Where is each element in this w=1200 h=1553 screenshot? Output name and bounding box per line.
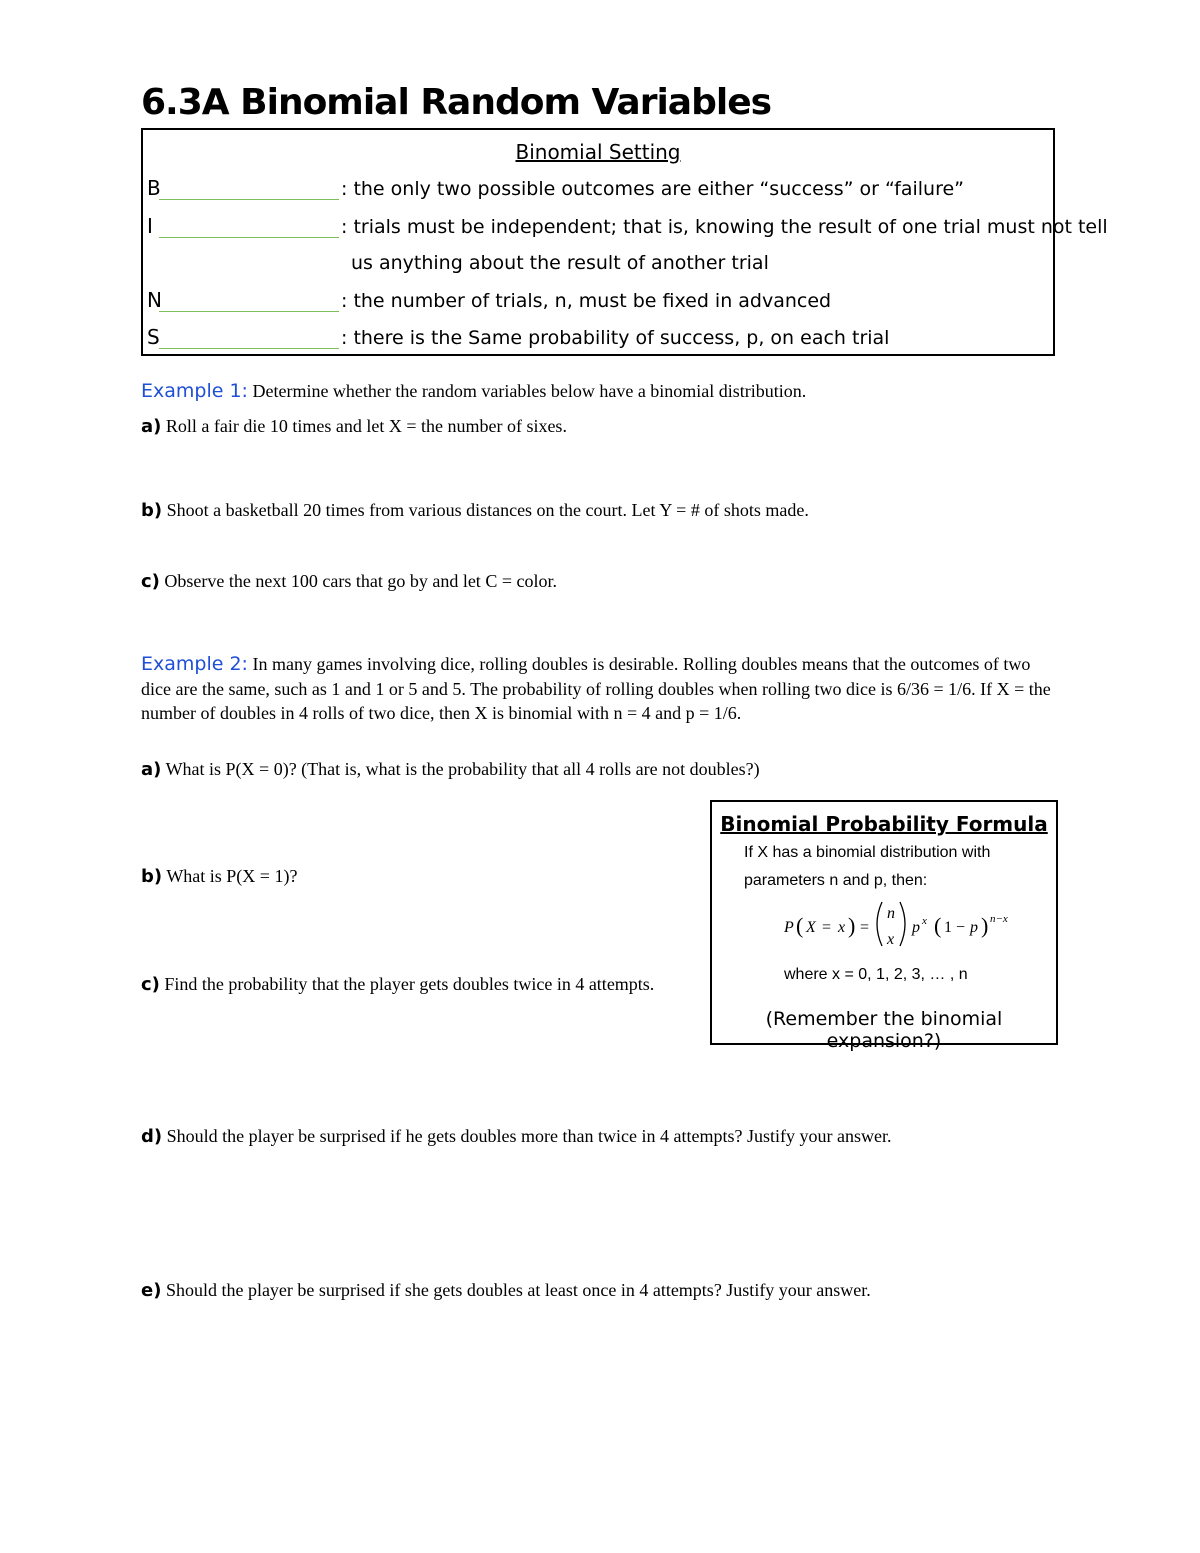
formula-box-line1: If X has a binomial distribution with bbox=[744, 844, 991, 861]
svg-text:=: = bbox=[860, 919, 870, 936]
example1-part-b bbox=[141, 500, 809, 521]
formula-box-where: where x = 0, 1, 2, 3, … , n bbox=[784, 966, 968, 983]
example1-part-a bbox=[141, 416, 567, 437]
svg-text:x: x bbox=[887, 931, 895, 948]
part-text: Find the probability that the player gets doubles twice in 4 attempts. bbox=[164, 974, 655, 994]
example2-part-d bbox=[141, 1126, 891, 1147]
svg-text:x: x bbox=[922, 915, 927, 927]
part-label: a) bbox=[141, 759, 162, 780]
svg-text:p: p bbox=[970, 919, 978, 936]
svg-text:=: = bbox=[822, 919, 832, 936]
svg-text:X: X bbox=[806, 919, 816, 936]
setting-description: : trials must be independent; that is, knowing the result of one trial must not tell bbox=[341, 216, 1108, 238]
binomial-setting-heading: Binomial Setting bbox=[515, 140, 681, 164]
part-text: Should the player be surprised if he gets doubles more than twice in 4 attempts? Justify your answer. bbox=[166, 1126, 892, 1146]
example2-part-e bbox=[141, 1280, 871, 1301]
example1-intro bbox=[141, 380, 806, 402]
part-label: e) bbox=[141, 1280, 162, 1301]
part-label: c) bbox=[141, 974, 160, 995]
binomial-formula-box bbox=[710, 800, 1058, 1052]
example2-part-a bbox=[141, 759, 760, 780]
part-label: b) bbox=[141, 500, 163, 521]
part-label: a) bbox=[141, 416, 162, 437]
formula-box-remember: (Remember the binomial expansion?) bbox=[765, 1008, 1003, 1052]
page-title: 6.3A Binomial Random Variables bbox=[141, 82, 772, 123]
svg-text:P: P bbox=[784, 919, 794, 936]
svg-text:n−x: n−x bbox=[990, 913, 1008, 925]
example2-label: Example 2: bbox=[141, 653, 248, 675]
setting-description: : the only two possible outcomes are either “success” or “failure” bbox=[341, 178, 965, 200]
setting-row-n bbox=[147, 288, 831, 312]
example2-text: In many games involving dice, rolling doubles is desirable. Rolling doubles means that the outcomes of two dice are the same, such as 1 and 1 or 5 and 5. The probability of rolling doubles when rolling two dice is 6/36 = 1/6. If X = the number of doubles in 4 rolls of two dice, then X is binomial with n = 4 and p = 1/6. bbox=[141, 654, 1051, 723]
part-label: b) bbox=[141, 866, 163, 887]
setting-letter: N bbox=[147, 288, 162, 312]
svg-text:p: p bbox=[912, 919, 920, 936]
svg-text:−: − bbox=[956, 919, 966, 936]
part-text: Roll a fair die 10 times and let X = the number of sixes. bbox=[165, 416, 567, 436]
setting-description: : there is the Same probability of success, p, on each trial bbox=[341, 327, 890, 349]
setting-letter: S bbox=[147, 325, 160, 349]
svg-text:): ) bbox=[848, 913, 856, 938]
example1-label: Example 1: bbox=[141, 380, 248, 402]
example2-part-b bbox=[141, 866, 297, 887]
binomial-setting-box bbox=[141, 128, 1108, 356]
setting-continuation: us anything about the result of another trial bbox=[351, 252, 769, 274]
part-text: Shoot a basketball 20 times from various distances on the court. Let Y = # of shots made. bbox=[166, 500, 809, 520]
fill-in-blank[interactable] bbox=[159, 217, 339, 238]
fill-in-blank[interactable] bbox=[159, 179, 339, 200]
svg-text:): ) bbox=[981, 913, 989, 938]
part-text: Observe the next 100 cars that go by and let C = color. bbox=[164, 571, 557, 591]
example1-part-c bbox=[141, 571, 557, 592]
part-text: Should the player be surprised if she gets doubles at least once in 4 attempts? Justify your answer. bbox=[165, 1280, 871, 1300]
example2-intro bbox=[141, 652, 1061, 726]
setting-row-b bbox=[147, 176, 964, 200]
part-text: What is P(X = 0)? (That is, what is the probability that all 4 rolls are not doubles?) bbox=[165, 759, 760, 779]
fill-in-blank[interactable] bbox=[159, 291, 339, 312]
svg-text:x: x bbox=[838, 919, 846, 936]
setting-description: : the number of trials, n, must be fixed in advanced bbox=[341, 290, 832, 312]
part-label: d) bbox=[141, 1126, 163, 1147]
part-text: What is P(X = 1)? bbox=[166, 866, 298, 886]
formula-box-line2: parameters n and p, then: bbox=[744, 872, 928, 889]
formula-box-title: Binomial Probability Formula bbox=[720, 812, 1048, 836]
example2-part-c bbox=[141, 972, 681, 998]
setting-letter: B bbox=[147, 176, 161, 200]
fill-in-blank[interactable] bbox=[159, 328, 339, 349]
svg-text:(: ( bbox=[934, 913, 942, 938]
svg-text:(: ( bbox=[796, 913, 804, 938]
svg-text:n: n bbox=[887, 905, 895, 922]
setting-row-s bbox=[147, 325, 889, 349]
part-label: c) bbox=[141, 571, 160, 592]
binomial-formula bbox=[772, 894, 1022, 954]
example1-text: Determine whether the random variables below have a binomial distribution. bbox=[252, 381, 807, 401]
svg-text:1: 1 bbox=[944, 919, 952, 936]
setting-letter: I bbox=[147, 214, 153, 238]
setting-row-i bbox=[147, 214, 1108, 238]
